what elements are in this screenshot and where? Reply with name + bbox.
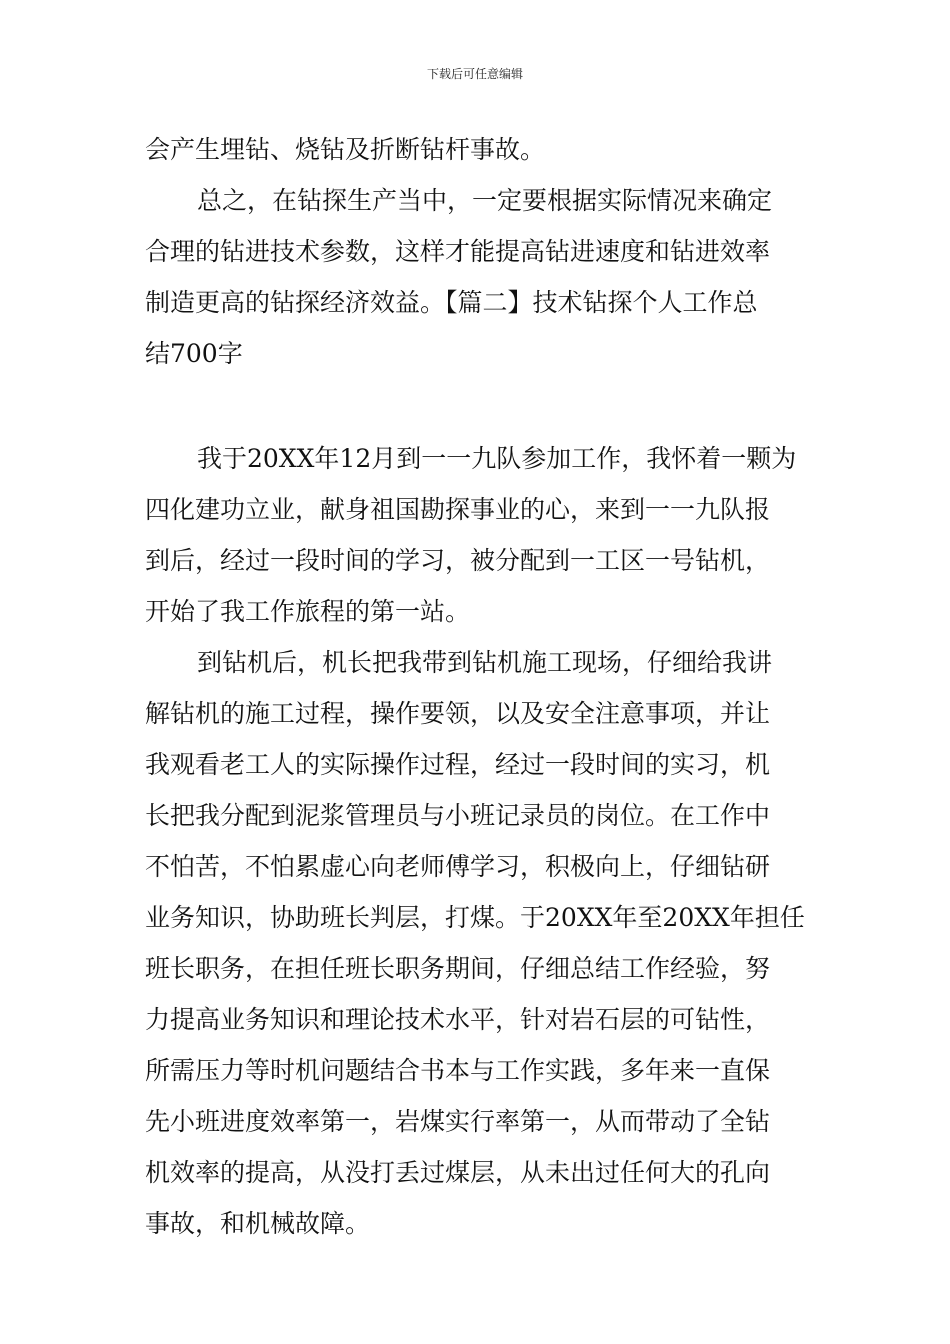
text-line: 力提高业务知识和理论技术水平，针对岩石层的可钻性， xyxy=(145,1005,771,1034)
text-line: 先小班进度效率第一，岩煤实行率第一，从而带动了全钻 xyxy=(145,1107,771,1136)
paragraph-continuation xyxy=(145,124,805,175)
paragraph-summary xyxy=(145,175,805,379)
text-line: 不怕苦，不怕累虚心向老师傅学习，积极向上，仔细钻研 xyxy=(145,852,771,881)
text-line: 班长职务，在担任班长职务期间，仔细总结工作经验，努 xyxy=(145,954,771,983)
page-header-note: 下载后可任意编辑 xyxy=(426,67,523,81)
text-line: 总之，在钻探生产当中，一定要根据实际情况来确定 xyxy=(197,186,773,215)
paragraph-introduction xyxy=(145,433,805,637)
text-line: 业务知识，协助班长判层，打煤。于20XX年至20XX年担任 xyxy=(145,903,805,932)
text-line: 到后，经过一段时间的学习，被分配到一工区一号钻机， xyxy=(145,546,771,575)
text-line: 所需压力等时机问题结合书本与工作实践，多年来一直保 xyxy=(145,1056,771,1085)
text-line: 长把我分配到泥浆管理员与小班记录员的岗位。在工作中 xyxy=(145,801,771,830)
text-line: 解钻机的施工过程，操作要领，以及安全注意事项，并让 xyxy=(145,699,771,728)
document-body xyxy=(145,124,805,1249)
text-line: 到钻机后，机长把我带到钻机施工现场，仔细给我讲 xyxy=(197,648,773,677)
text-line: 结700字 xyxy=(145,339,243,368)
text-line: 事故，和机械故障。 xyxy=(145,1209,371,1238)
text-line: 我观看老工人的实际操作过程，经过一段时间的实习，机 xyxy=(145,750,771,779)
text-line: 会产生埋钻、烧钻及折断钻杆事故。 xyxy=(145,135,546,164)
paragraph-spacer xyxy=(145,379,805,433)
text-line: 开始了我工作旅程的第一站。 xyxy=(145,597,471,626)
text-line: 制造更高的钻探经济效益。【篇二】技术钻探个人工作总 xyxy=(145,288,758,317)
paragraph-work-experience xyxy=(145,637,805,1249)
text-line: 我于20XX年12月到一一九队参加工作，我怀着一颗为 xyxy=(197,444,797,473)
text-line: 合理的钻进技术参数，这样才能提高钻进速度和钻进效率 xyxy=(145,237,771,266)
text-line: 机效率的提高，从没打丢过煤层，从未出过任何大的孔向 xyxy=(145,1158,771,1187)
text-line: 四化建功立业，献身祖国勘探事业的心，来到一一九队报 xyxy=(145,495,771,524)
